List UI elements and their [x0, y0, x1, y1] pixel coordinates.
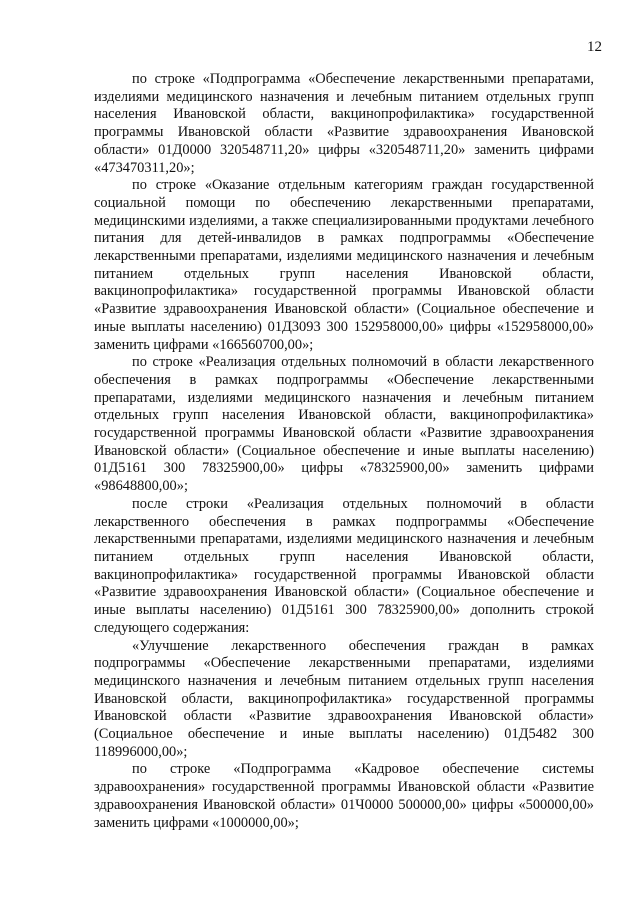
paragraph-3: по строке «Реализация отдельных полномочий в области лекарственного обеспечения в рамках подпрограммы «Обеспечение лекарственными препаратами, изделиями медицинского назначения и лечебным питанием отдельных групп населения Ивановской области, вакцинопрофилактика» государственной программы Ивановской области «Развитие здравоохранения Ивановской области» (Социальное обеспечение и иные выплаты населению) 01Д5161 300 78325900,00» цифры «78325900,00» заменить цифрами «98648800,00»; [94, 354, 594, 495]
paragraph-2: по строке «Оказание отдельным категориям граждан государственной социальной помощи по обеспечению лекарственными препаратами, медицинскими изделиями, а также специализированными продуктами лечебного питания для детей-инвалидов в рамках подпрограммы «Обеспечение лекарственными препаратами, изделиями медицинского назначения и лечебным питанием отдельных групп населения Ивановской области, вакцинопрофилактика» государственной программы Ивановской области «Развитие здравоохранения Ивановской области» (Социальное обеспечение и иные выплаты населению) 01Д3093 300 152958000,00» цифры «152958000,00» заменить цифрами «166560700,00»; [94, 177, 594, 353]
paragraph-6: по строке «Подпрограмма «Кадровое обеспечение системы здравоохранения» государственной программы Ивановской области «Развитие здравоохранения Ивановской области» 01Ч0000 500000,00» цифры «500000,00» заменить цифрами «1000000,00»; [94, 761, 594, 831]
paragraph-4: после строки «Реализация отдельных полномочий в области лекарственного обеспечения в рамках подпрограммы «Обеспечение лекарственными препаратами, изделиями медицинского назначения и лечебным питанием отдельных групп населения Ивановской области, вакцинопрофилактика» государственной программы Ивановской области «Развитие здравоохранения Ивановской области» (Социальное обеспечение и иные выплаты населению) 01Д5161 300 78325900,00» дополнить строкой следующего содержания: [94, 495, 594, 636]
paragraph-5: «Улучшение лекарственного обеспечения граждан в рамках подпрограммы «Обеспечение лекарственными препаратами, изделиями медицинского назначения и лечебным питанием отдельных групп населения Ивановской области, вакцинопрофилактика» государственной программы Ивановской области «Развитие здравоохранения Ивановской области» (Социальное обеспечение и иные выплаты населению) 01Д5482 300 118996000,00»; [94, 637, 594, 760]
document-body [94, 71, 594, 832]
page-number: 12 [587, 39, 602, 55]
paragraph-1: по строке «Подпрограмма «Обеспечение лекарственными препаратами, изделиями медицинского назначения и лечебным питанием отдельных групп населения Ивановской области, вакцинопрофилактика» государственной программы Ивановской области «Развитие здравоохранения Ивановской области» 01Д0000 320548711,20» цифры «320548711,20» заменить цифрами «473470311,20»; [94, 71, 594, 176]
